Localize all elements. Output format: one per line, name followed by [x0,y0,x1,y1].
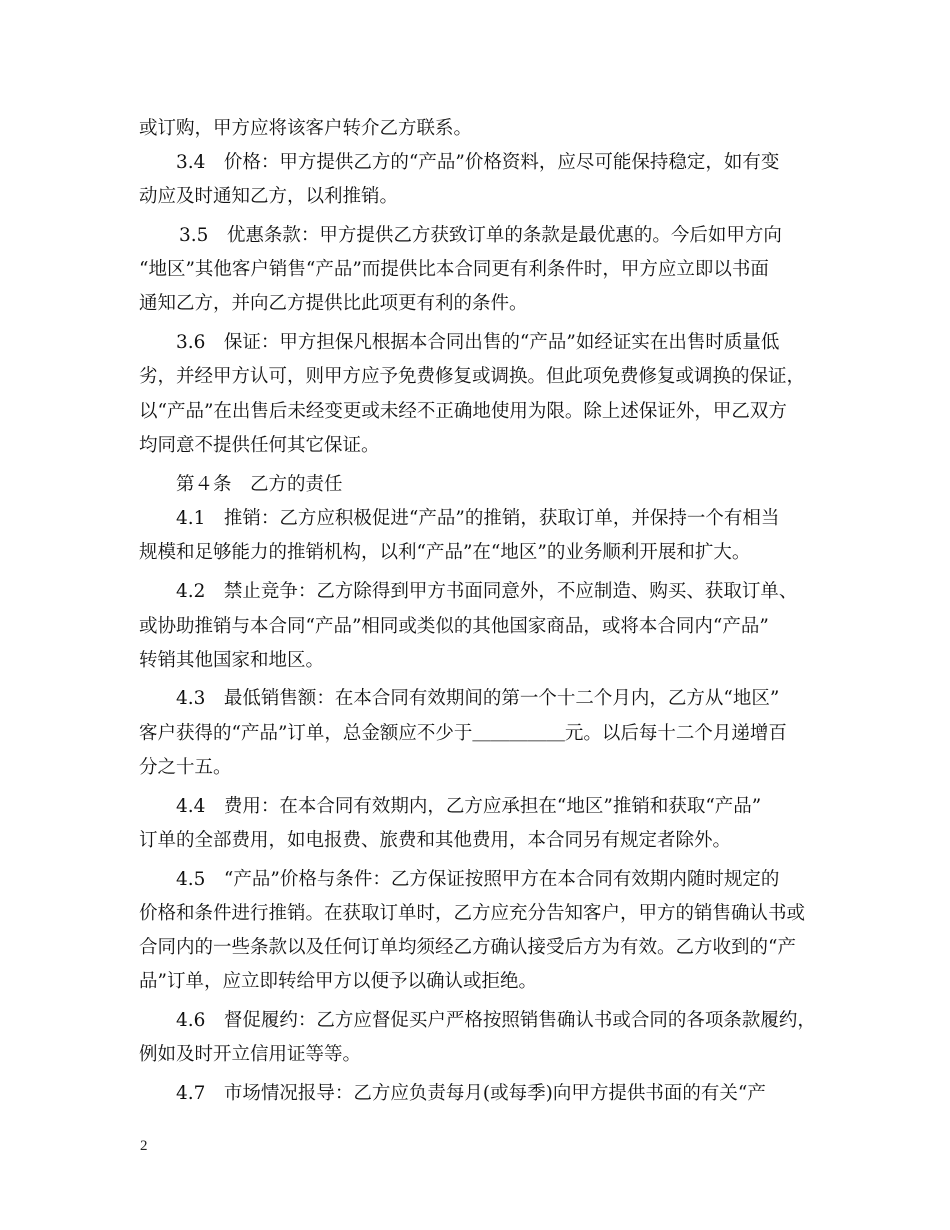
clause-4-2: 4.2 禁止竞争：乙方除得到甲方书面同意外，不应制造、购买、获取订单、 [176,581,798,602]
text-line: 价格和条件进行推销。在获取订单时，乙方应充分告知客户，甲方的销售确认书或 [139,903,806,924]
text-line: 合同内的一些条款以及任何订单均须经乙方确认接受后方为有效。乙方收到的“产 [139,937,796,958]
text-line: 劣，并经甲方认可，则甲方应予免费修复或调换。但此项免费修复或调换的保证， [139,366,806,387]
clause-4-4: 4.4 费用：在本合同有效期内，乙方应承担在“地区”推销和获取“产品” [176,796,762,817]
text-line: 品”订单，应立即转给甲方以便予以确认或拒绝。 [139,971,537,992]
text-line: 订单的全部费用，如电报费、旅费和其他费用，本合同另有规定者除外。 [139,830,732,851]
clause-4-7: 4.7 市场情况报导：乙方应负责每月(或每季)向甲方提供书面的有关“产 [176,1083,766,1104]
text-line: “地区”其他客户销售“产品”而提供比本合同更有利条件时，甲方应立即以书面 [139,259,769,280]
text-line: 转销其他国家和地区。 [139,650,325,671]
page-number: 2 [140,1138,148,1154]
text-line: 或订购，甲方应将该客户转介乙方联系。 [139,118,473,139]
clause-3-6: 3.6 保证：甲方担保凡根据本合同出售的“产品”如经证实在出售时质量低 [176,332,780,353]
clause-3-4: 3.4 价格：甲方提供乙方的“产品”价格资料，应尽可能保持稳定，如有变 [176,152,780,173]
text-line: 分之十五。 [139,757,232,778]
text-line: 规模和足够能力的推销机构，以利“产品”在“地区”的业务顺利开展和扩大。 [139,542,751,563]
text-line: 通知乙方，并向乙方提供比此项更有利的条件。 [139,293,528,314]
clause-4-3: 4.3 最低销售额：在本合同有效期间的第一个十二个月内，乙方从“地区” [176,688,780,709]
text-line: 例如及时开立信用证等等。 [139,1044,362,1065]
text-line: 均同意不提供任何其它保证。 [139,435,380,456]
text-line: 以“产品”在出售后未经变更或未经不正确地使用为限。除上述保证外，甲乙双方 [139,401,787,422]
text-line: 客户获得的“产品”订单，总金额应不少于＿＿＿＿＿元。以后每十二个月递增百 [139,723,787,744]
article-4-heading: 第４条 乙方的责任 [176,474,343,495]
clause-4-6: 4.6 督促履约：乙方应督促买户严格按照销售确认书或合同的各项条款履约， [176,1010,816,1031]
text-line: 或协助推销与本合同“产品”相同或类似的其他国家商品，或将本合同内“产品” [139,616,769,637]
text-line: 动应及时通知乙方，以利推销。 [139,186,399,207]
clause-4-1: 4.1 推销：乙方应积极促进“产品”的推销，获取订单，并保持一个有相当 [176,508,780,529]
clause-3-5: 3.5 优惠条款：甲方提供乙方获致订单的条款是最优惠的。今后如甲方向 [179,225,782,246]
clause-4-5: 4.5 “产品”价格与条件：乙方保证按照甲方在本合同有效期内随时规定的 [176,869,780,890]
